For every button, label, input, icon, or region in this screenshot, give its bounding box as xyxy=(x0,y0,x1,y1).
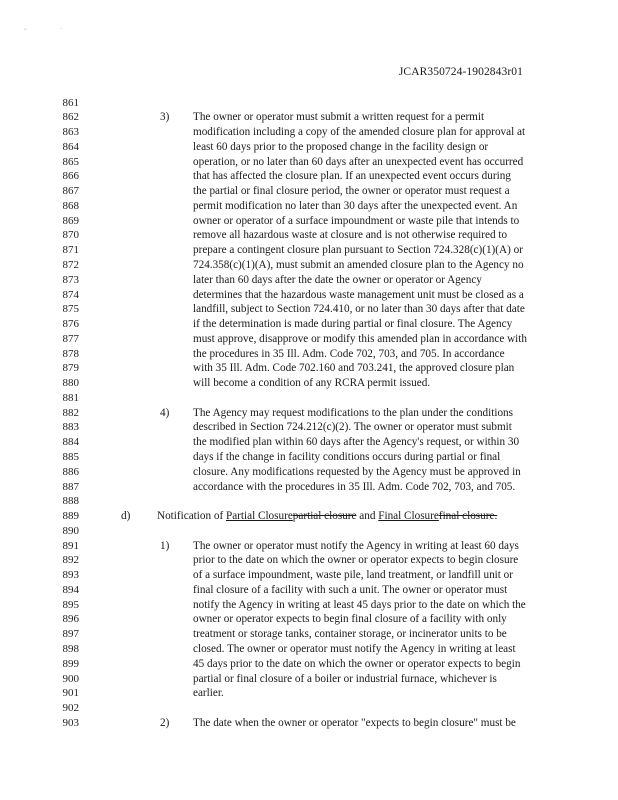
line-number: 892 xyxy=(62,554,79,567)
document-line xyxy=(0,228,618,242)
line-number: 884 xyxy=(62,436,79,449)
document-line xyxy=(0,376,618,390)
line-number: 902 xyxy=(62,702,79,715)
document-line xyxy=(0,273,618,287)
document-line xyxy=(0,317,618,331)
document-line xyxy=(0,598,618,612)
document-line xyxy=(0,361,618,375)
document-line xyxy=(0,435,618,449)
deleted-text: final closure. xyxy=(438,510,498,523)
line-number: 869 xyxy=(62,214,79,227)
document-line xyxy=(0,583,618,597)
line-text: described in Section 724.212(c)(2). The owner or operator must submit xyxy=(193,421,512,434)
line-text: with 35 Ill. Adm. Code 702.160 and 703.241, the approved closure plan xyxy=(193,362,515,375)
scan-speck: ‘ xyxy=(24,27,27,35)
document-line xyxy=(0,302,618,316)
document-line xyxy=(0,420,618,434)
line-number: 888 xyxy=(62,495,79,508)
line-number: 887 xyxy=(62,480,79,493)
document-line xyxy=(0,391,618,405)
inserted-text: Final Closure xyxy=(378,510,439,523)
deleted-text: partial closure xyxy=(292,510,357,523)
document-line xyxy=(0,494,618,508)
line-number: 898 xyxy=(62,642,79,655)
document-line xyxy=(0,406,618,420)
paragraph-label: 4) xyxy=(160,406,170,419)
line-number: 897 xyxy=(62,628,79,641)
line-text: closure. Any modifications requested by the Agency must be approved in xyxy=(193,465,521,478)
line-text: must approve, disapprove or modify this amended plan in accordance with xyxy=(193,332,527,345)
line-text: operation, or no later than 60 days after an unexpected event has occurred xyxy=(193,155,524,168)
line-text: modification including a copy of the amended closure plan for approval at xyxy=(193,126,526,139)
document-line xyxy=(0,686,618,700)
line-number: 871 xyxy=(62,244,79,257)
line-text: the partial or final closure period, the owner or operator must request a xyxy=(193,185,510,198)
scan-speck: ˙ xyxy=(60,27,63,35)
line-number: 864 xyxy=(62,140,79,153)
document-line xyxy=(0,140,618,154)
document-line xyxy=(0,199,618,213)
line-number: 870 xyxy=(62,229,79,242)
line-number: 886 xyxy=(62,465,79,478)
document-line xyxy=(0,568,618,582)
line-text: The owner or operator must submit a written request for a permit xyxy=(193,111,485,124)
line-number: 895 xyxy=(62,598,79,611)
line-text: The date when the owner or operator "expects to begin closure" must be xyxy=(193,716,516,729)
line-number: 893 xyxy=(62,569,79,582)
line-number: 874 xyxy=(62,288,79,301)
line-text: determines that the hazardous waste management unit must be closed as a xyxy=(193,288,524,301)
paragraph-label: 3) xyxy=(160,111,170,124)
line-text: The Agency may request modifications to the plan under the conditions xyxy=(193,406,514,419)
inserted-text: Partial Closure xyxy=(225,510,293,523)
document-line xyxy=(0,110,618,124)
document-line xyxy=(0,288,618,302)
line-text: landfill, subject to Section 724.410, or no later than 30 days after that date xyxy=(193,303,525,316)
line-text: permit modification no later than 30 days after the unexpected event. An xyxy=(193,199,518,212)
heading-text: Notification of xyxy=(157,510,226,523)
document-line xyxy=(0,155,618,169)
document-line xyxy=(0,214,618,228)
line-text: 724.358(c)(1)(A), must submit an amended closure plan to the Agency no xyxy=(193,258,524,271)
line-number: 890 xyxy=(62,524,79,537)
line-text: prepare a contingent closure plan pursuant to Section 724.328(c)(1)(A) or xyxy=(193,244,523,257)
document-line xyxy=(0,627,618,641)
line-number: 883 xyxy=(62,421,79,434)
document-id: JCAR350724-1902843r01 xyxy=(398,66,523,78)
paragraph-label: d) xyxy=(121,510,131,523)
line-number: 863 xyxy=(62,126,79,139)
line-text: earlier. xyxy=(193,687,224,700)
line-text: notify the Agency in writing at least 45 days prior to the date on which the xyxy=(193,598,526,611)
document-line xyxy=(0,465,618,479)
document-line xyxy=(0,642,618,656)
line-number: 877 xyxy=(62,332,79,345)
document-line xyxy=(0,701,618,715)
line-text: remove all hazardous waste at closure and is not otherwise required to xyxy=(193,229,508,242)
paragraph-label: 2) xyxy=(160,716,170,729)
line-number: 866 xyxy=(62,170,79,183)
line-text: the procedures in 35 Ill. Adm. Code 702, 703, and 705. In accordance xyxy=(193,347,505,360)
line-number: 899 xyxy=(62,657,79,670)
document-line xyxy=(0,509,618,523)
line-number: 882 xyxy=(62,406,79,419)
document-line xyxy=(0,480,618,494)
line-number: 878 xyxy=(62,347,79,360)
line-number: 876 xyxy=(62,318,79,331)
line-text: least 60 days prior to the proposed change in the facility design or xyxy=(193,140,489,153)
document-line xyxy=(0,672,618,686)
document-line xyxy=(0,539,618,553)
document-line xyxy=(0,332,618,346)
line-text: that has affected the closure plan. If an unexpected event occurs during xyxy=(193,170,511,183)
subsection-heading xyxy=(157,509,497,523)
line-number: 873 xyxy=(62,273,79,286)
line-text: owner or operator of a surface impoundment or waste pile that intends to xyxy=(193,214,520,227)
line-text: of a surface impoundment, waste pile, land treatment, or landfill unit or xyxy=(193,569,513,582)
line-number: 862 xyxy=(62,111,79,124)
line-number: 868 xyxy=(62,199,79,212)
document-line xyxy=(0,243,618,257)
document-line xyxy=(0,184,618,198)
document-line xyxy=(0,612,618,626)
line-number: 880 xyxy=(62,377,79,390)
document-line xyxy=(0,450,618,464)
line-number: 875 xyxy=(62,303,79,316)
line-number: 861 xyxy=(62,96,79,109)
document-line xyxy=(0,347,618,361)
line-text: 45 days prior to the date on which the owner or operator expects to begin xyxy=(193,657,521,670)
line-number: 879 xyxy=(62,362,79,375)
document-line xyxy=(0,553,618,567)
paragraph-label: 1) xyxy=(160,539,170,552)
document-line xyxy=(0,716,618,730)
document-line xyxy=(0,258,618,272)
line-text: the modified plan within 60 days after the Agency's request, or within 30 xyxy=(193,436,520,449)
line-number: 889 xyxy=(62,510,79,523)
line-text: later than 60 days after the date the owner or operator or Agency xyxy=(193,273,482,286)
document-line xyxy=(0,96,618,110)
line-text: treatment or storage tanks, container storage, or incinerator units to be xyxy=(193,628,507,641)
line-number: 896 xyxy=(62,613,79,626)
line-number: 885 xyxy=(62,450,79,463)
line-text: prior to the date on which the owner or operator expects to begin closure xyxy=(193,554,519,567)
line-text: The owner or operator must notify the Agency in writing at least 60 days xyxy=(193,539,519,552)
heading-text: and xyxy=(356,510,379,523)
line-number: 867 xyxy=(62,185,79,198)
line-number: 865 xyxy=(62,155,79,168)
line-number: 872 xyxy=(62,258,79,271)
line-text: days if the change in facility conditions occurs during partial or final xyxy=(193,450,501,463)
line-text: closed. The owner or operator must notify the Agency in writing at least xyxy=(193,642,516,655)
line-number: 900 xyxy=(62,672,79,685)
document-line xyxy=(0,169,618,183)
line-number: 903 xyxy=(62,716,79,729)
document-line xyxy=(0,125,618,139)
document-line xyxy=(0,524,618,538)
line-text: partial or final closure of a boiler or industrial furnace, whichever is xyxy=(193,672,497,685)
line-number: 881 xyxy=(62,391,79,404)
document-line xyxy=(0,657,618,671)
line-text: if the determination is made during partial or final closure. The Agency xyxy=(193,318,513,331)
line-number: 894 xyxy=(62,583,79,596)
line-text: owner or operator expects to begin final closure of a facility with only xyxy=(193,613,507,626)
line-number: 891 xyxy=(62,539,79,552)
line-text: final closure of a facility with such a unit. The owner or operator must xyxy=(193,583,508,596)
line-number: 901 xyxy=(62,687,79,700)
line-text: will become a condition of any RCRA permit issued. xyxy=(193,377,431,390)
line-text: accordance with the procedures in 35 Ill. Adm. Code 702, 703, and 705. xyxy=(193,480,516,493)
